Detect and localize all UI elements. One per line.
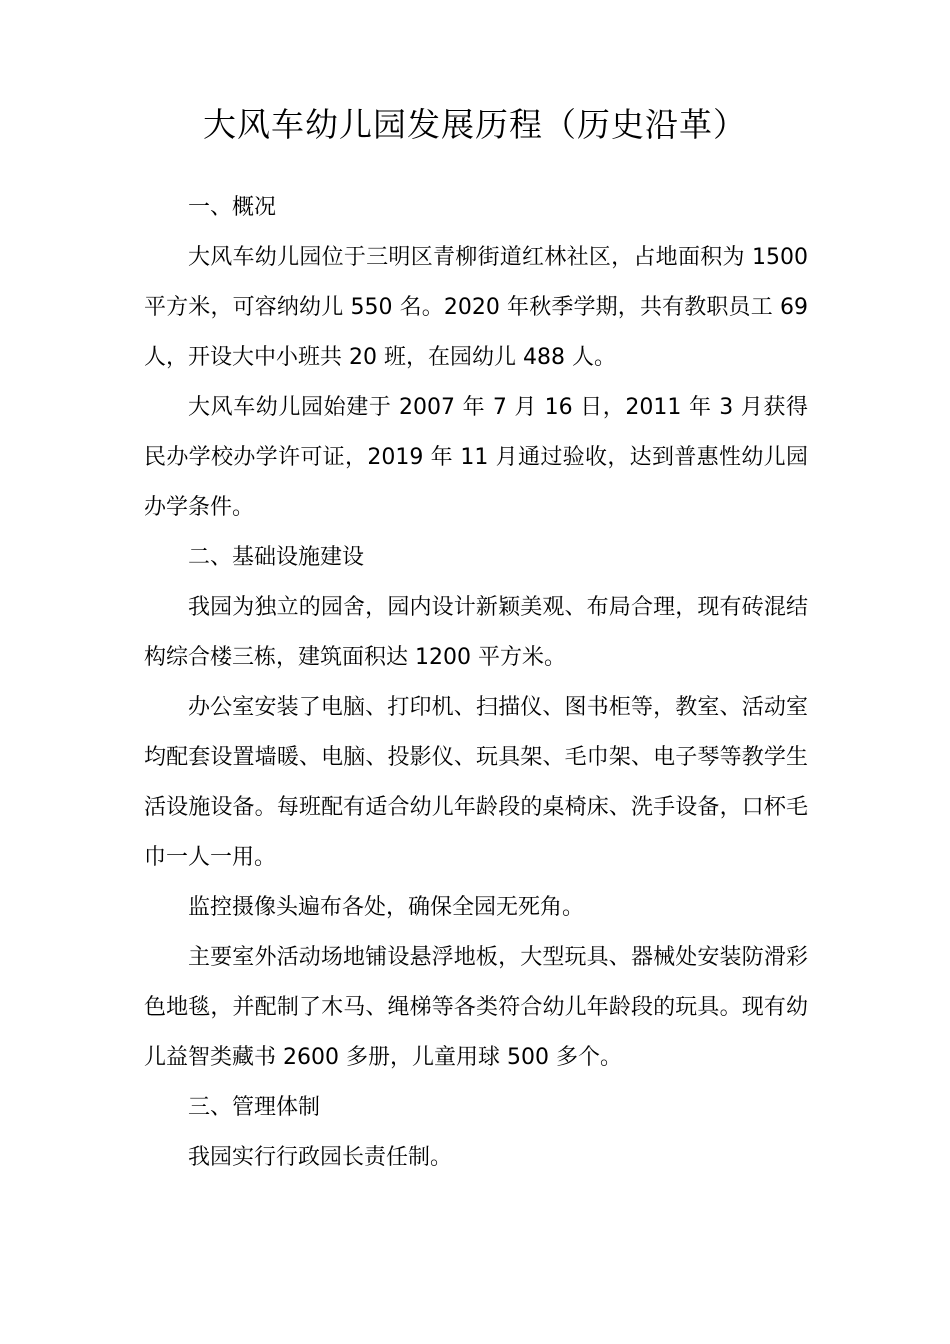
paragraph: 监控摄像头遍布各处，确保全园无死角。 xyxy=(188,895,585,920)
paragraph: 办公室安装了电脑、打印机、扫描仪、图书柜等，教室、活动室均配套设置墙暖、电脑、投影仪、玩具架、毛巾架、电子琴等教学生活设施设备。每班配有适合幼儿年龄段的桌椅床、洗手设备，口杯毛巾一人一用。 xyxy=(144,695,808,870)
paragraph: 主要室外活动场地铺设悬浮地板，大型玩具、器械处安装防滑彩色地毯，并配制了木马、绳梯等各类符合幼儿年龄段的玩具。现有幼儿益智类藏书 2600 多册，儿童用球 500 多个。 xyxy=(144,945,808,1070)
document-body xyxy=(144,183,808,1183)
paragraph: 大风车幼儿园始建于 2007 年 7 月 16 日，2011 年 3 月获得民办学校办学许可证，2019 年 11 月通过验收，达到普惠性幼儿园办学条件。 xyxy=(144,395,808,520)
section-management xyxy=(144,1083,808,1183)
section-overview xyxy=(144,183,808,533)
section-heading: 一、概况 xyxy=(188,195,277,220)
paragraph: 大风车幼儿园位于三明区青柳街道红林社区，占地面积为 1500 平方米，可容纳幼儿 550 名。2020 年秋季学期，共有教职员工 69 人，开设大中小班共 20 班，在园幼儿 488 人。 xyxy=(144,245,808,370)
section-infrastructure xyxy=(144,533,808,1083)
paragraph: 我园为独立的园舍，园内设计新颖美观、布局合理，现有砖混结构综合楼三栋，建筑面积达 1200 平方米。 xyxy=(144,595,808,670)
section-heading: 二、基础设施建设 xyxy=(188,545,365,570)
section-heading: 三、管理体制 xyxy=(188,1095,321,1120)
document-title: 大风车幼儿园发展历程（历史沿革） xyxy=(203,105,747,144)
paragraph: 我园实行行政园长责任制。 xyxy=(188,1145,453,1170)
